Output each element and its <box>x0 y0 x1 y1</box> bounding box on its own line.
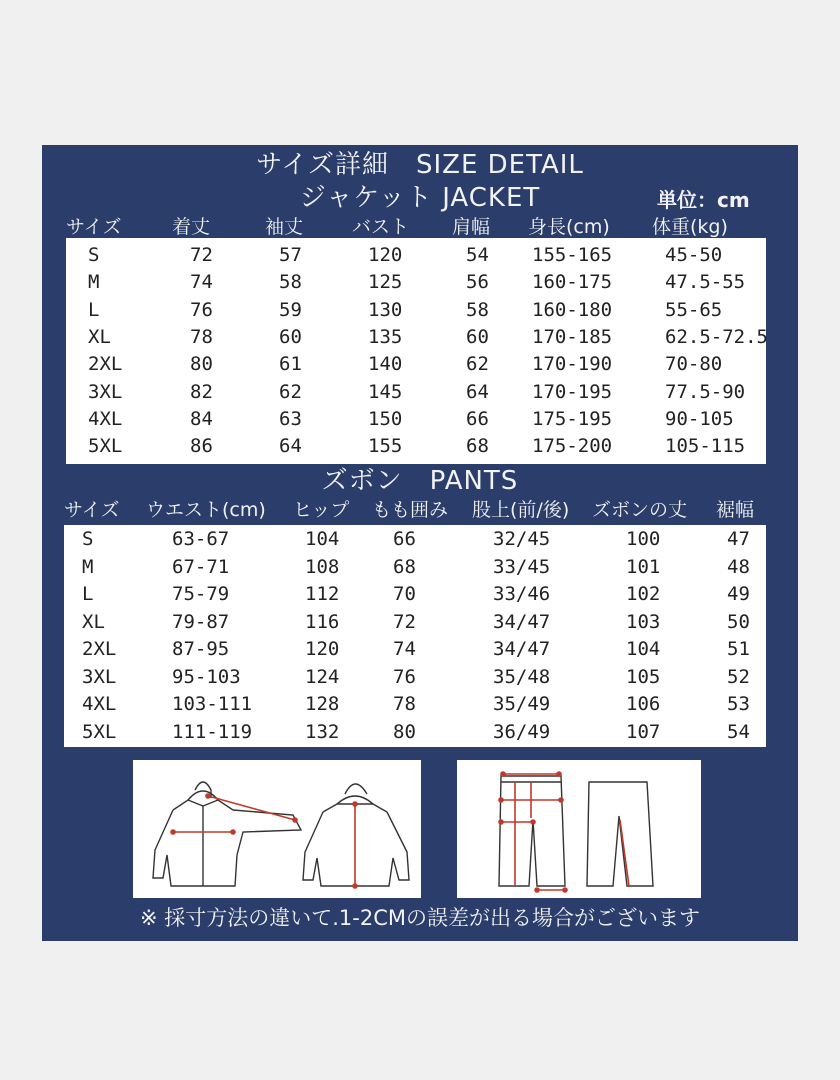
pants-table-cell: 128 <box>305 693 340 715</box>
jacket-table-cell: 4XL <box>88 407 123 430</box>
unit-label: 単位：cm <box>657 188 750 212</box>
jacket-table-cell: 60 <box>466 325 489 348</box>
pants-table-cell: 63-67 <box>172 528 230 550</box>
pants-table-cell: 112 <box>305 583 340 605</box>
jacket-table-cell: 66 <box>466 407 489 430</box>
jacket-header-cell: 袖丈 <box>265 216 304 238</box>
jacket-table-cell: 90-105 <box>665 407 734 430</box>
pants-table-cell: 120 <box>305 638 340 660</box>
jacket-table-cell: 57 <box>279 244 302 266</box>
pants-table-cell: 52 <box>727 665 750 688</box>
jacket-table-cell: 86 <box>190 435 213 458</box>
pants-table-cell: 53 <box>727 693 750 715</box>
pants-table-cell: 34/47 <box>493 610 551 633</box>
jacket-table-cell: M <box>88 271 100 294</box>
pants-table-cell: 34/47 <box>493 638 551 660</box>
jacket-table-cell: 58 <box>466 298 489 321</box>
pants-table-cell: 124 <box>305 665 340 688</box>
pants-table-cell: 51 <box>727 638 750 660</box>
jacket-table-cell: 62 <box>279 380 302 403</box>
jacket-table-cell: 47.5-55 <box>665 271 746 294</box>
pants-table-cell: 49 <box>727 583 750 605</box>
jacket-table-cell: 155-165 <box>532 244 613 266</box>
jacket-header-cell: 体重(kg) <box>652 216 728 238</box>
jacket-table-cell: 170-185 <box>532 325 613 348</box>
pants-table-cell: 75-79 <box>172 583 230 605</box>
pants-table-cell: 33/46 <box>493 583 551 605</box>
pants-table-cell: S <box>82 528 94 550</box>
pants-table-cell: XL <box>82 610 105 633</box>
pants-table-cell: 80 <box>393 720 416 743</box>
jacket-table-cell: 68 <box>466 435 489 458</box>
pants-table-cell: 100 <box>626 528 661 550</box>
pants-table-cell: 3XL <box>82 665 117 688</box>
pants-table-cell: 107 <box>626 720 661 743</box>
jacket-header-cell: 身長(cm) <box>528 216 610 238</box>
jacket-table-cell: 160-180 <box>532 298 613 321</box>
jacket-measure-diagram <box>133 760 421 898</box>
pants-table-cell: 33/45 <box>493 555 551 578</box>
jacket-table-cell: 135 <box>368 325 403 348</box>
jacket-table-cell: 59 <box>279 298 302 321</box>
pants-table-cell: 132 <box>305 720 340 743</box>
pants-header-cell: 裾幅 <box>716 499 755 521</box>
pants-header-cell: サイズ <box>64 499 120 521</box>
pants-table-cell: 79-87 <box>172 610 230 633</box>
pants-table-cell: 103-111 <box>172 693 253 715</box>
jacket-table-cell: 175-195 <box>532 407 613 430</box>
jacket-table-cell: 170-190 <box>532 353 613 376</box>
pants-table-cell: 74 <box>393 638 416 660</box>
pants-table-cell: 106 <box>626 693 661 715</box>
jacket-header-cell: サイズ <box>66 216 122 238</box>
pants-table-cell: 32/45 <box>493 528 551 550</box>
jacket-table-cell: 62 <box>466 353 489 376</box>
jacket-title: ジャケット JACKET <box>299 183 541 213</box>
jacket-table-cell: 45-50 <box>665 244 723 266</box>
jacket-table-cell: 62.5-72.5 <box>665 325 768 348</box>
jacket-table-cell: S <box>88 244 100 266</box>
jacket-table-cell: 3XL <box>88 380 123 403</box>
pants-table-cell: 68 <box>393 555 416 578</box>
jacket-table-cell: 175-200 <box>532 435 613 458</box>
pants-table-cell: 101 <box>626 555 661 578</box>
pants-table-cell: 104 <box>305 528 340 550</box>
jacket-table-cell: 5XL <box>88 435 123 458</box>
pants-table-cell: 54 <box>727 720 750 743</box>
chart-title: サイズ詳細 SIZE DETAIL <box>256 150 584 180</box>
jacket-table-cell: 160-175 <box>532 271 613 294</box>
pants-table-cell: 105 <box>626 665 661 688</box>
pants-table-cell: 48 <box>727 555 750 578</box>
pants-table-cell: 116 <box>305 610 340 633</box>
pants-table-cell: 76 <box>393 665 416 688</box>
jacket-table-cell: 54 <box>466 244 489 266</box>
pants-title: ズボン PANTS <box>321 466 519 496</box>
pants-table-cell: 111-119 <box>172 720 253 743</box>
jacket-table-cell: 72 <box>190 244 213 266</box>
pants-table-cell: 67-71 <box>172 555 230 578</box>
jacket-table-cell: 155 <box>368 435 403 458</box>
pants-table-cell: 95-103 <box>172 665 241 688</box>
pants-table-cell: M <box>82 555 94 578</box>
pants-header-cell: ズボンの丈 <box>592 499 688 521</box>
jacket-table-cell: 150 <box>368 407 403 430</box>
jacket-table-cell: 84 <box>190 407 213 430</box>
jacket-table-cell: 63 <box>279 407 302 430</box>
pants-table-cell: 70 <box>393 583 416 605</box>
jacket-header-cell: バスト <box>352 216 410 238</box>
pants-outline-icon <box>457 760 701 898</box>
jacket-table-cell: 140 <box>368 353 403 376</box>
jacket-table-cell: 145 <box>368 380 403 403</box>
pants-table-cell: 87-95 <box>172 638 230 660</box>
pants-table-cell: 72 <box>393 610 416 633</box>
pants-table-cell: 2XL <box>82 638 117 660</box>
jacket-table-cell: 55-65 <box>665 298 723 321</box>
pants-table-cell: 102 <box>626 583 661 605</box>
pants-table-cell: 66 <box>393 528 416 550</box>
pants-table-cell: 50 <box>727 610 750 633</box>
jacket-table-cell: 2XL <box>88 353 123 376</box>
pants-table-cell: 35/49 <box>493 693 551 715</box>
jacket-table-cell: 80 <box>190 353 213 376</box>
pants-header-cell: もも囲み <box>372 499 449 521</box>
jacket-table-cell: 170-195 <box>532 380 613 403</box>
pants-measure-diagram <box>457 760 701 898</box>
jacket-table-cell: 78 <box>190 325 213 348</box>
jacket-table-cell: 76 <box>190 298 213 321</box>
jacket-table-cell: 70-80 <box>665 353 723 376</box>
pants-table-cell: 36/49 <box>493 720 551 743</box>
pants-table-cell: 35/48 <box>493 665 551 688</box>
pants-table-cell: 78 <box>393 693 416 715</box>
jacket-table-cell: 56 <box>466 271 489 294</box>
jacket-table <box>66 238 766 464</box>
pants-table-cell: 4XL <box>82 693 117 715</box>
jacket-table-cell: 125 <box>368 271 403 294</box>
jacket-table-cell: XL <box>88 325 111 348</box>
measurement-footnote: ※ 採寸方法の違いて.1-2CMの誤差が出る場合がございます <box>139 906 701 930</box>
pants-table-cell: L <box>82 583 94 605</box>
jacket-table-cell: 120 <box>368 244 403 266</box>
jacket-table-cell: 61 <box>279 353 302 376</box>
jacket-table-cell: 77.5-90 <box>665 380 746 403</box>
pants-table-cell: 103 <box>626 610 661 633</box>
pants-table-cell: 108 <box>305 555 340 578</box>
jacket-table-cell: 64 <box>466 380 489 403</box>
jacket-table-cell: 60 <box>279 325 302 348</box>
jacket-outline-icon <box>133 760 421 898</box>
pants-table-cell: 5XL <box>82 720 117 743</box>
pants-table-cell: 104 <box>626 638 661 660</box>
jacket-table-cell: 130 <box>368 298 403 321</box>
pants-header-cell: ウエスト(cm) <box>146 499 266 521</box>
jacket-table-cell: 74 <box>190 271 213 294</box>
pants-header-cell: 股上(前/後) <box>472 499 570 521</box>
pants-table-cell: 47 <box>727 528 750 550</box>
jacket-table-cell: L <box>88 298 100 321</box>
jacket-table-cell: 58 <box>279 271 302 294</box>
jacket-table-cell: 105-115 <box>665 435 746 458</box>
jacket-table-cell: 82 <box>190 380 213 403</box>
pants-header-cell: ヒップ <box>293 499 350 521</box>
jacket-header-cell: 着丈 <box>172 216 211 238</box>
jacket-header-cell: 肩幅 <box>452 216 491 238</box>
jacket-table-cell: 64 <box>279 435 302 458</box>
